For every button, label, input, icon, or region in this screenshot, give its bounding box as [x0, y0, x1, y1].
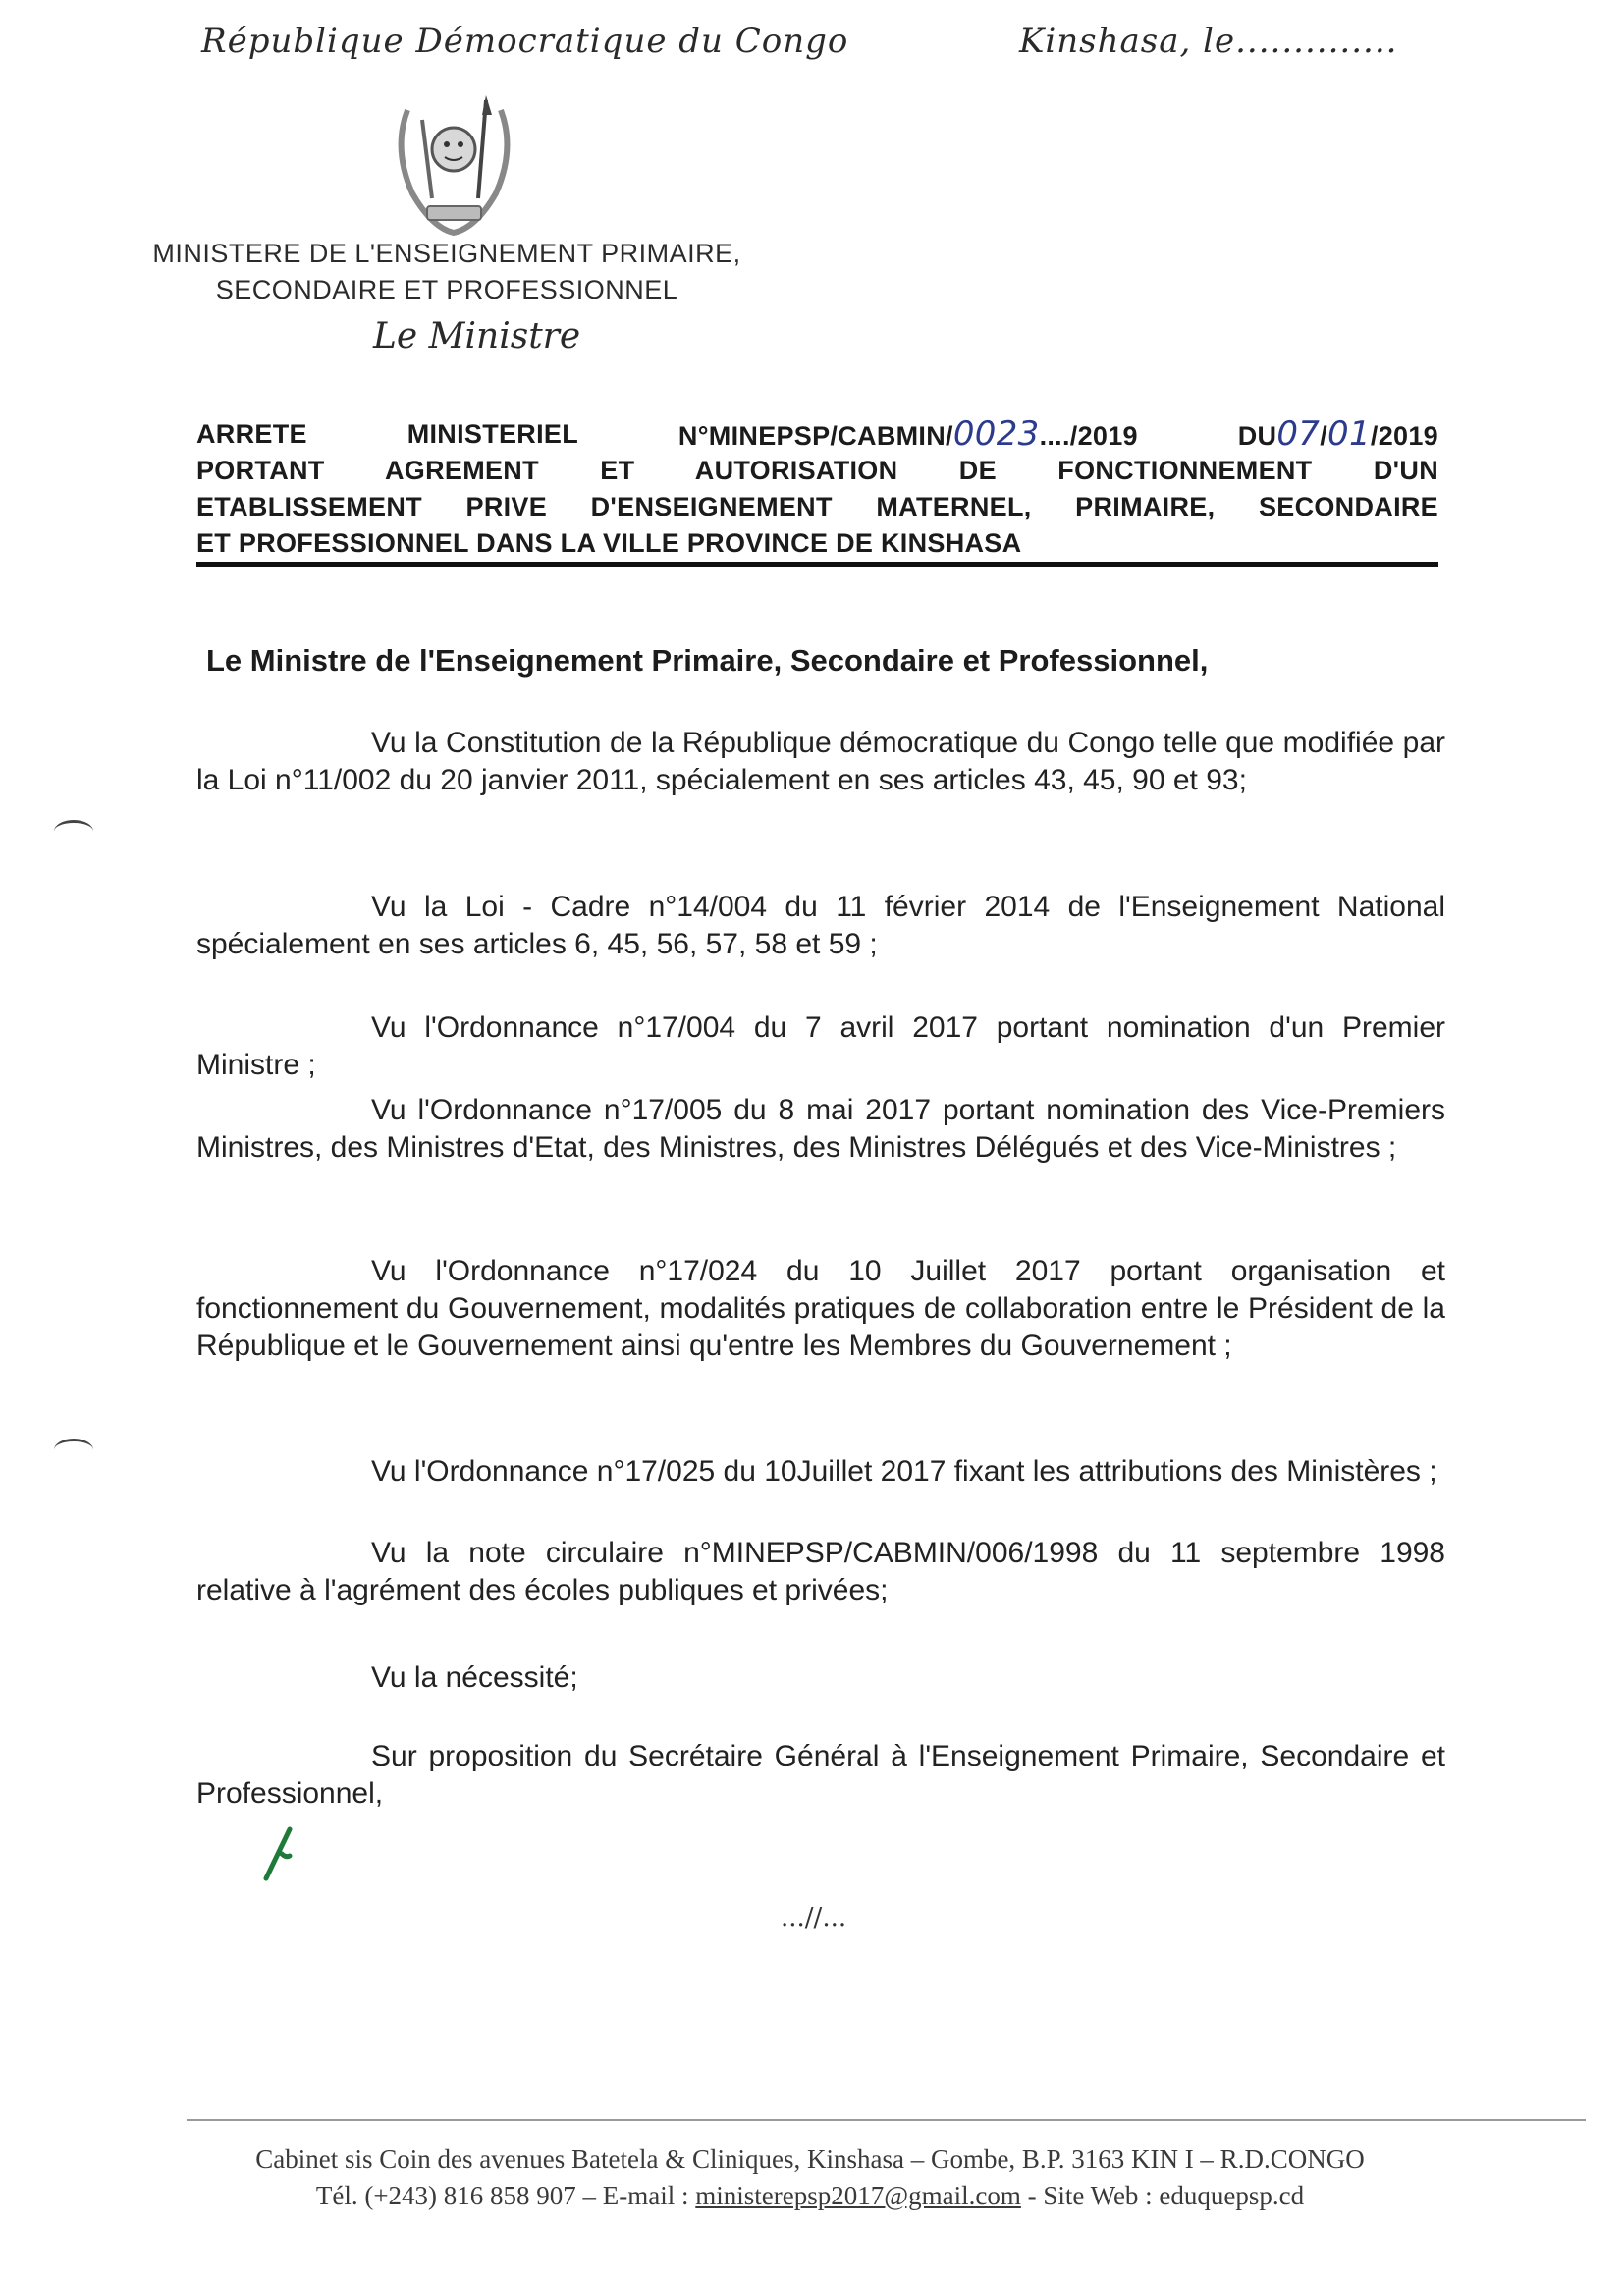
- paragraph-text: Vu la nécessité;: [371, 1661, 578, 1694]
- arrete-number-prefix: N°MINEPSP/CABMIN/: [677, 421, 953, 451]
- paragraph-text: Vu l'Ordonnance n°17/025 du 10Juillet 2017 fixant les attributions des Ministères ;: [371, 1455, 1437, 1488]
- arrete-line-3: ETABLISSEMENT PRIVE D'ENSEIGNEMENT MATERNEL, PRIMAIRE, SECONDAIRE: [196, 492, 1438, 521]
- paragraph-ordonnance-005: [196, 1092, 1445, 1167]
- title-underline: [196, 562, 1438, 567]
- paragraph-text: Vu l'Ordonnance n°17/024 du 10 Juillet 2017 portant organisation et fonctionnement du Gouvernement, modalités pratiques de collaboration entre le Président de la République et le Gouvernement ainsi qu'entre les Membres du Gouvernement ;: [196, 1255, 1445, 1362]
- footer-contact: [167, 2181, 1453, 2211]
- paragraph-ordonnance-025: [196, 1453, 1445, 1491]
- arrete-number-suffix: ..../2019: [1039, 421, 1138, 451]
- arrete-line-2: PORTANT AGREMENT ET AUTORISATION DE FONCTIONNEMENT D'UN: [196, 456, 1438, 485]
- arrete-line-4: ET PROFESSIONNEL DANS LA VILLE PROVINCE DE KINSHASA: [196, 528, 1022, 558]
- footer-address: Cabinet sis Coin des avenues Batetela & Cliniques, Kinshasa – Gombe, B.P. 3163 KIN I – R.D.CONGO: [255, 2145, 1365, 2174]
- date-separator: /: [1320, 421, 1328, 451]
- handwritten-day: 07: [1276, 414, 1321, 454]
- paragraph-text: Vu l'Ordonnance n°17/004 du 7 avril 2017 portant nomination d'un Premier Ministre ;: [196, 1011, 1445, 1081]
- paragraph-note-circulaire: [196, 1535, 1445, 1609]
- page-continuation: ...//...: [781, 1903, 847, 1932]
- paragraph-text: Vu la Constitution de la République démocratique du Congo telle que modifiée par la Loi n°11/002 du 20 janvier 2011, spécialement en ses articles 43, 45, 90 et 93;: [196, 727, 1445, 796]
- paragraph-text: Sur proposition du Secrétaire Général à l'Enseignement Primaire, Secondaire et Professionnel,: [196, 1740, 1445, 1810]
- green-check-mark: [260, 1824, 299, 1883]
- handwritten-number: 0023: [952, 414, 1040, 454]
- footer-rule: [187, 2119, 1586, 2121]
- ministry-line-1: MINISTERE DE L'ENSEIGNEMENT PRIMAIRE,: [152, 239, 741, 268]
- paragraph-text: Vu la Loi - Cadre n°14/004 du 11 février 2014 de l'Enseignement National spécialement en ses articles 6, 45, 56, 57, 58 et 59 ;: [196, 891, 1445, 960]
- scan-margin-mark: [54, 1439, 93, 1461]
- place-date: [1019, 22, 1397, 61]
- arrete-date: [1238, 416, 1438, 455]
- footer-web: - Site Web : eduquepsp.cd: [1020, 2181, 1305, 2210]
- place-date-dots: ..............: [1235, 22, 1398, 61]
- paragraph-ordonnance-004: [196, 1009, 1445, 1084]
- paragraph-ordonnance-024: [196, 1253, 1445, 1365]
- coat-of-arms-emblem: [388, 90, 520, 238]
- paragraph-proposition: [196, 1738, 1445, 1813]
- paragraph-text: Vu la note circulaire n°MINEPSP/CABMIN/006/1998 du 11 septembre 1998 relative à l'agrément des écoles publiques et privées;: [196, 1537, 1445, 1606]
- arrete-word-ministeriel: MINISTERIEL: [406, 419, 579, 449]
- salutation: Le Ministre de l'Enseignement Primaire, Secondaire et Professionnel,: [206, 643, 1209, 678]
- minister-title: Le Ministre: [373, 316, 581, 356]
- paragraph-necessite: [196, 1659, 1445, 1697]
- arrete-line-1: [196, 416, 1438, 455]
- scan-margin-mark: [54, 820, 93, 842]
- paragraph-loi-cadre: [196, 889, 1445, 963]
- footer-tel: Tél. (+243) 816 858 907 – E-mail :: [315, 2181, 696, 2210]
- republic-heading: République Démocratique du Congo: [201, 22, 849, 61]
- paragraph-constitution: [196, 725, 1445, 799]
- arrete-year: /2019: [1370, 421, 1438, 451]
- footer-email-link[interactable]: ministerepsp2017@gmail.com: [695, 2181, 1021, 2210]
- arrete-du: DU: [1237, 421, 1277, 451]
- ministry-line-2: SECONDAIRE ET PROFESSIONNEL: [215, 275, 678, 304]
- place-date-label: Kinshasa, le: [1019, 22, 1236, 61]
- arrete-word: ARRETE: [196, 419, 307, 449]
- paragraph-text: Vu l'Ordonnance n°17/005 du 8 mai 2017 portant nomination des Vice-Premiers Ministres, des Ministres d'Etat, des Ministres, des Ministres Délégués et des Vice-Ministres ;: [196, 1094, 1445, 1164]
- arrete-number: [678, 416, 1138, 455]
- handwritten-month: 01: [1327, 414, 1371, 454]
